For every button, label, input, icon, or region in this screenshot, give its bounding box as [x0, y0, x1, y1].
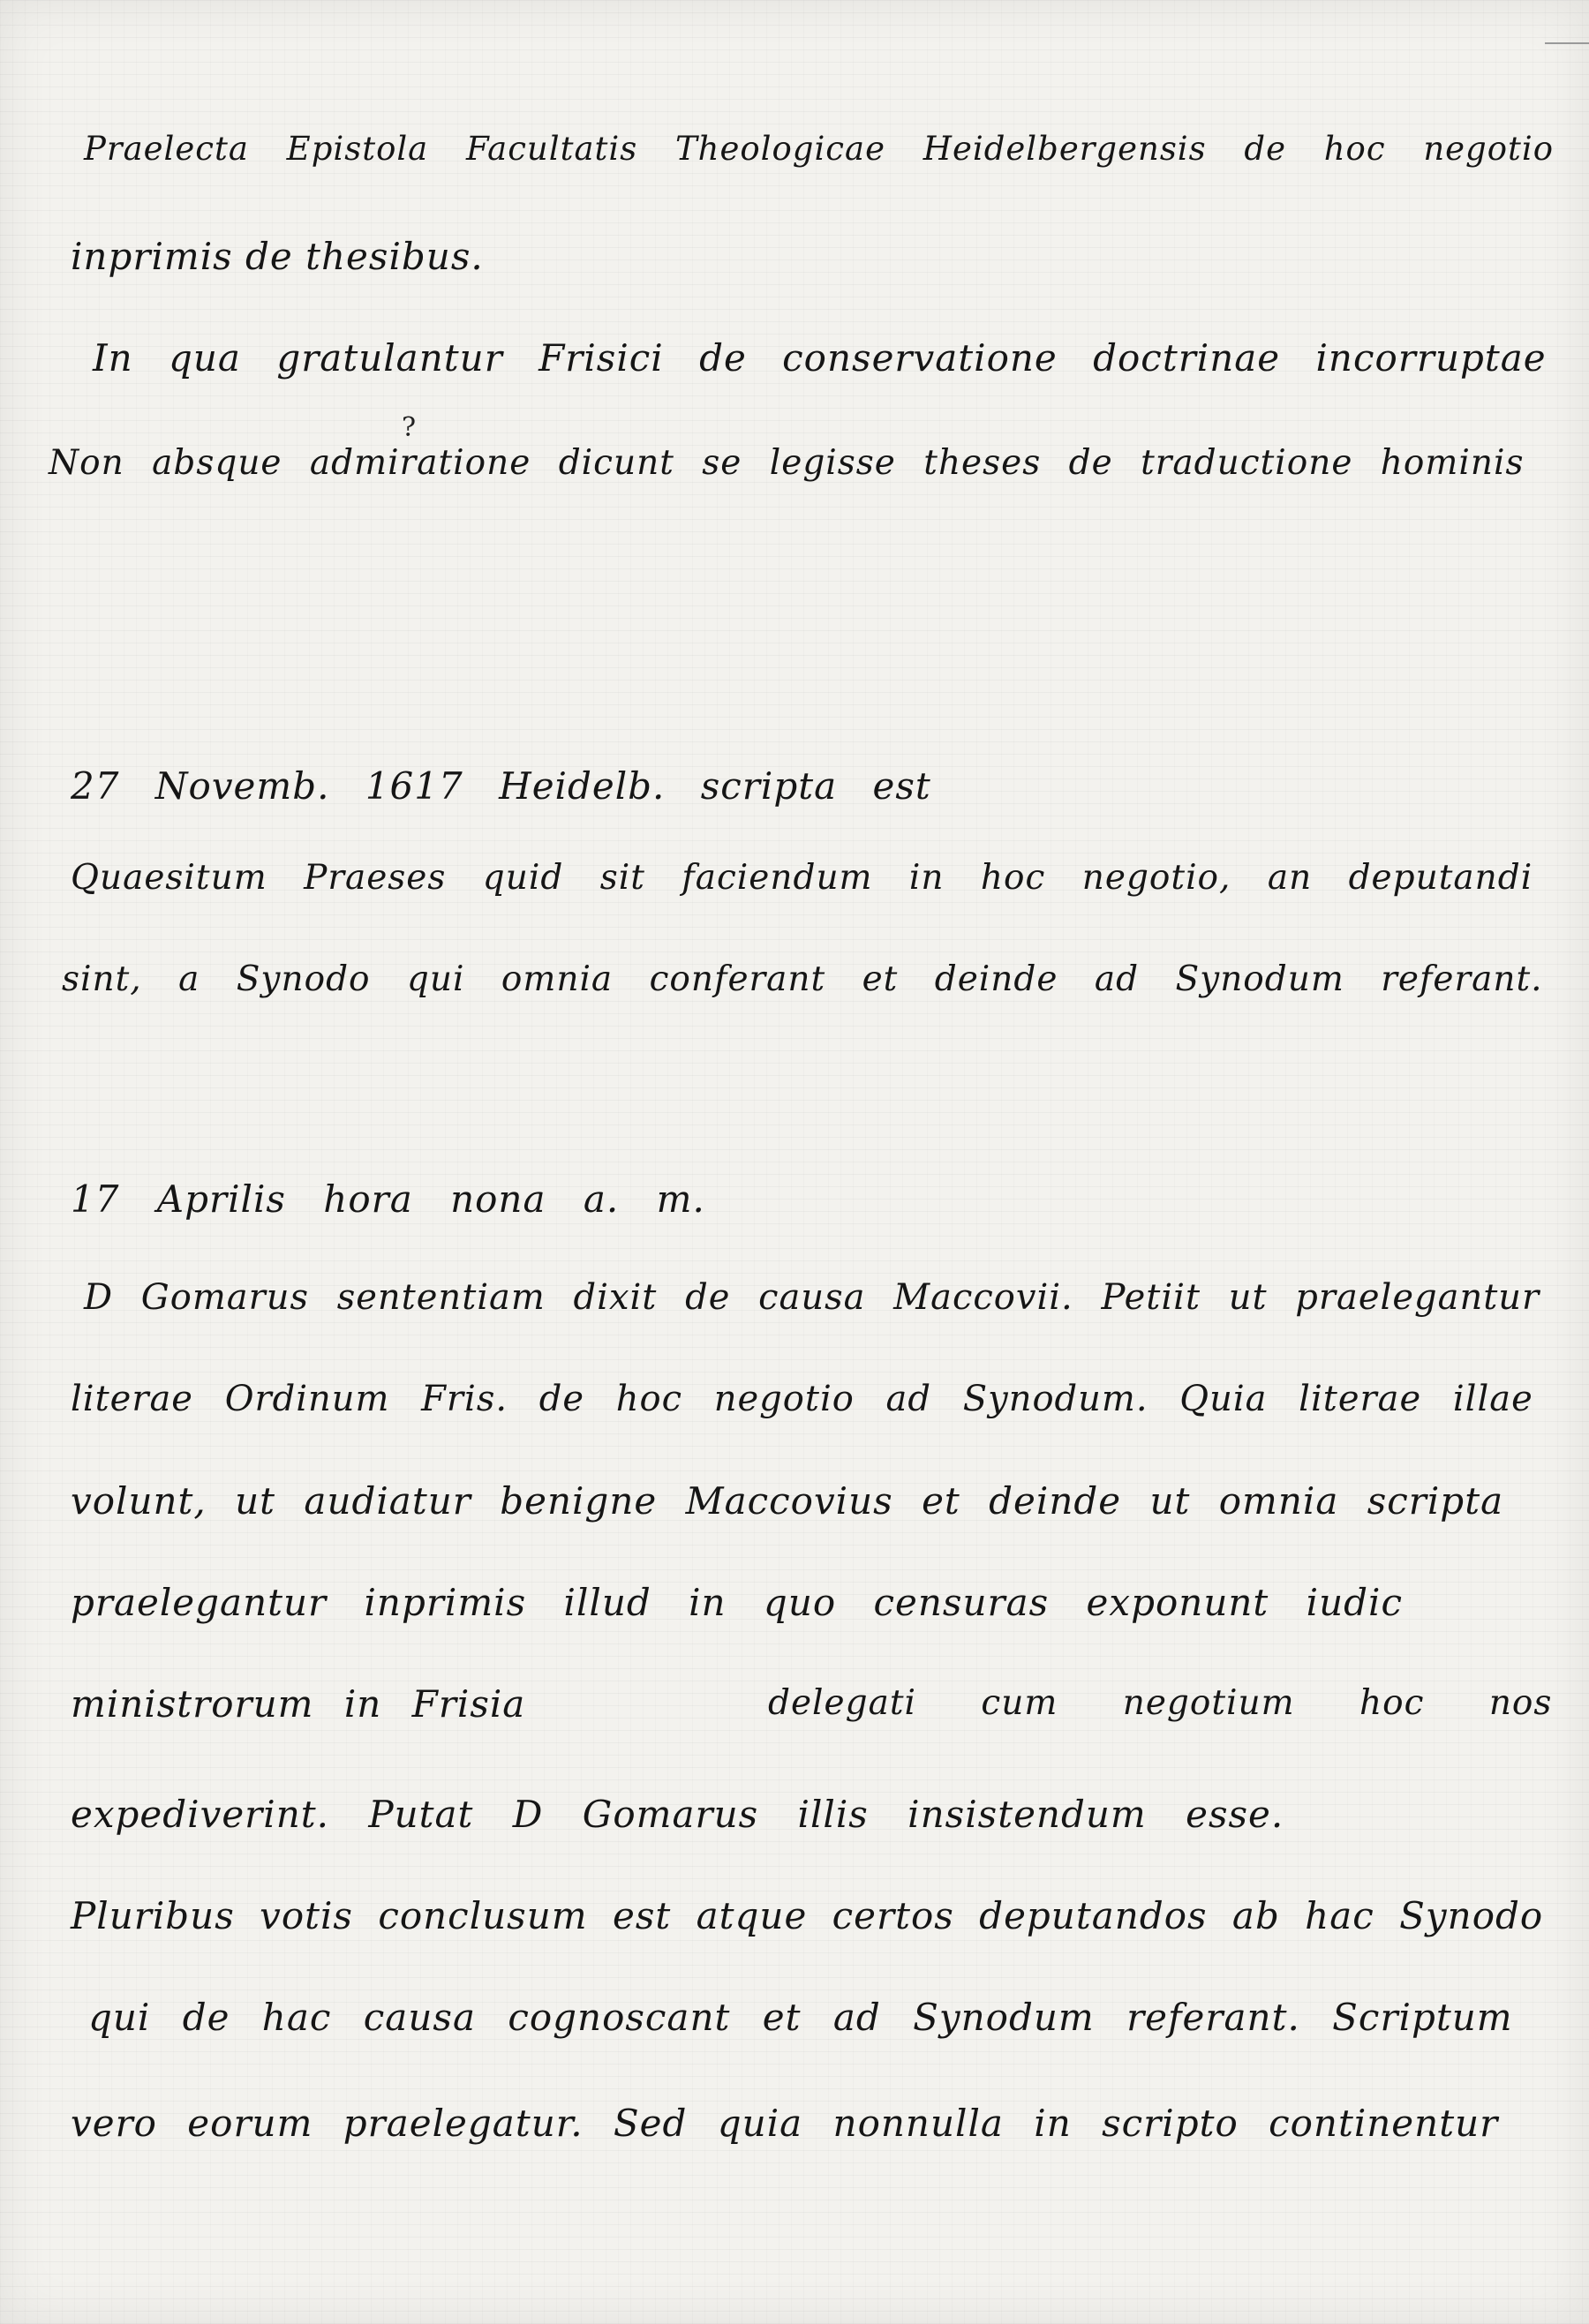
text-line-5: 27 Novemb. 1617 Heidelb. scripta est: [71, 764, 931, 808]
text-line-13b: delegati cum negotium hoc nos: [768, 1683, 1553, 1723]
text-line-6: Quaesitum Praeses quid sit faciendum in hoc negotio, an deputandi: [71, 858, 1533, 898]
text-line-3: In qua gratulantur Frisici de conservatione doctrinae incorruptae: [93, 336, 1547, 380]
text-line-7: sint, a Synodo qui omnia conferant et deinde ad Synodum referant.: [62, 959, 1543, 999]
scan-edge-mark: [1545, 42, 1589, 44]
text-line-2: inprimis de thesibus.: [71, 235, 484, 278]
text-line-12: praelegantur inprimis illud in quo censuras exponunt iudic: [71, 1581, 1403, 1624]
text-line-11: volunt, ut audiatur benigne Maccovius et deinde ut omnia scripta: [71, 1479, 1504, 1523]
text-line-9: D Gomarus sententiam dixit de causa Maccovii. Petiit ut praelegantur: [84, 1277, 1540, 1318]
text-line-4: Non absque admiratione dicunt se legisse theses de traductione hominis: [49, 443, 1525, 483]
text-line-17: vero eorum praelegatur. Sed quia nonnulla in scripto continentur: [71, 2102, 1499, 2145]
text-line-1: Praelecta Epistola Facultatis Theologicae Heidelbergensis de hoc negotio: [84, 130, 1554, 168]
text-line-13a: ministrorum in Frisia: [71, 1682, 526, 1726]
text-line-16: qui de hac causa cognoscant et ad Synodum referant. Scriptum: [88, 1996, 1513, 2039]
text-line-15: Pluribus votis conclusum est atque certos deputandos ab hac Synodo: [71, 1894, 1544, 1937]
text-line-8: 17 Aprilis hora nona a. m.: [71, 1177, 705, 1221]
margin-question-mark: ?: [402, 412, 417, 443]
text-line-10: literae Ordinum Fris. de hoc negotio ad Synodum. Quia literae illae: [71, 1379, 1533, 1419]
text-line-14: expediverint. Putat D Gomarus illis insistendum esse.: [71, 1793, 1284, 1836]
